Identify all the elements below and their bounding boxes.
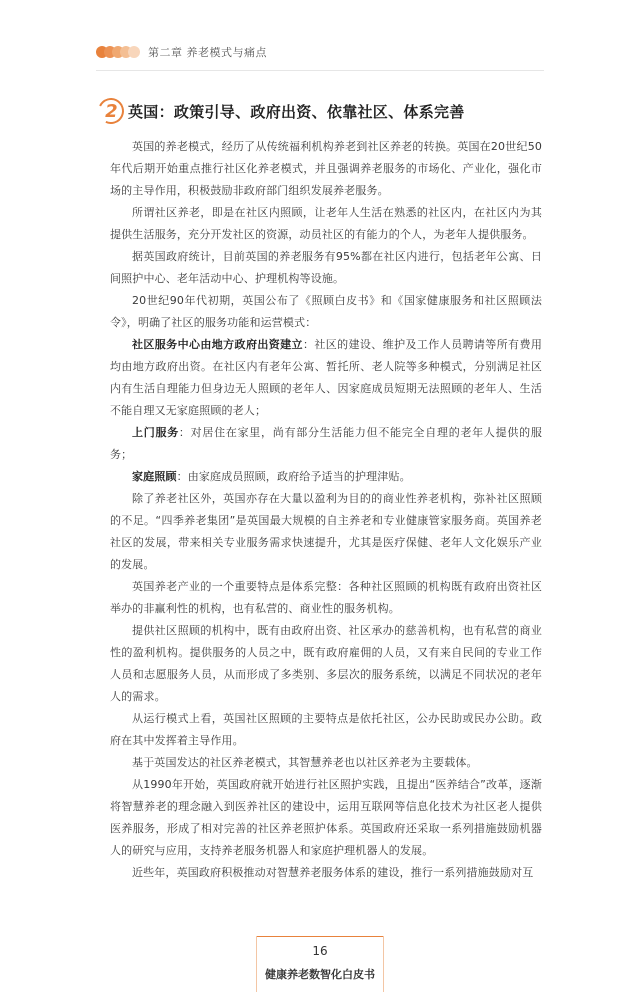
paragraph-lead: 社区服务中心由地方政府出资建立 — [132, 338, 303, 351]
section-heading — [98, 98, 465, 124]
paragraph — [110, 202, 542, 246]
paragraph-lead: 家庭照顾 — [132, 470, 177, 483]
dot-5 — [128, 46, 140, 58]
paragraph — [110, 488, 542, 576]
paragraph-text: 20世纪90年代初期，英国公布了《照顾白皮书》和《国家健康服务和社区照顾法令》，明确了社区的服务功能和运营模式： — [110, 294, 542, 329]
paragraph-text: 提供社区照顾的机构中，既有由政府出资、社区承办的慈善机构，也有私营的商业性的盈利机构。提供服务的人员之中，既有政府雇佣的人员，又有来自民间的专业工作人员和志愿服务人员，从而形成了多类别、多层次的服务系统，以满足不同状况的老年人的需求。 — [110, 624, 542, 703]
section-number: 2 — [104, 100, 118, 122]
paragraph-text: ：社区的建设、维护及工作人员聘请等所有费用均由地方政府出资。在社区内有老年公寓、暂托所、老人院等多种模式，分别满足社区内有生活自理能力但身边无人照顾的老年人、因家庭成员短期无法照顾的老年人、生活不能自理又无家庭照顾的老人； — [110, 338, 542, 417]
paragraph-text: 从1990年开始，英国政府就开始进行社区照护实践，且提出“医养结合”改革，逐渐将智慧养老的理念融入到医养社区的建设中，运用互联网等信息化技术为社区老人提供医养服务，形成了相对完善的社区养老照护体系。英国政府还采取一系列措施鼓励机器人的研究与应用，支持养老服务机器人和家庭护理机器人的发展。 — [110, 778, 542, 857]
body-text — [110, 136, 542, 884]
page-number: 16 — [312, 944, 328, 958]
paragraph-text: 据英国政府统计，目前英国的养老服务有95%都在社区内进行，包括老年公寓、日间照护中心、老年活动中心、护理机构等设施。 — [110, 250, 542, 285]
paragraph-text: 英国养老产业的一个重要特点是体系完整：各种社区照顾的机构既有政府出资社区举办的非赢利性的机构，也有私营的、商业性的服务机构。 — [110, 580, 542, 615]
paragraph — [110, 246, 542, 290]
paragraph-text: 除了养老社区外，英国亦存在大量以盈利为目的的商业性养老机构，弥补社区照顾的不足。“四季养老集团”是英国最大规模的自主养老和专业健康管家服务商。英国养老社区的发展，带来相关专业服务需求快速提升，尤其是医疗保健、老年人文化娱乐产业的发展。 — [110, 492, 542, 571]
paragraph — [110, 422, 542, 466]
header-divider — [96, 70, 544, 71]
chapter-title: 第二章 养老模式与痛点 — [148, 46, 267, 59]
paragraph-text: ：由家庭成员照顾，政府给予适当的护理津贴。 — [176, 470, 411, 483]
paragraph — [110, 466, 542, 488]
paragraph-text: 英国的养老模式，经历了从传统福利机构养老到社区养老的转换。英国在20世纪50年代后期开始重点推行社区化养老模式，并且强调养老服务的市场化、产业化，强化市场的主导作用，积极鼓励非政府部门组织发展养老服务。 — [110, 140, 542, 197]
paragraph — [110, 576, 542, 620]
paragraph — [110, 862, 542, 884]
paragraph — [110, 290, 542, 334]
paragraph-text: 所谓社区养老，即是在社区内照顾，让老年人生活在熟悉的社区内，在社区内为其提供生活服务，充分开发社区的资源，动员社区的有能力的个人，为老年人提供服务。 — [110, 206, 542, 241]
paragraph — [110, 136, 542, 202]
paragraph-lead: 上门服务 — [132, 426, 179, 439]
paragraph — [110, 752, 542, 774]
section-title: 英国：政策引导、政府出资、依靠社区、体系完善 — [128, 102, 465, 121]
header-dots-decoration — [96, 46, 136, 58]
paragraph — [110, 620, 542, 708]
paragraph — [110, 708, 542, 752]
section-number-ring — [94, 94, 127, 127]
paragraph-text: 从运行模式上看，英国社区照顾的主要特点是依托社区，公办民助或民办公助。政府在其中发挥着主导作用。 — [110, 712, 542, 747]
paragraph-text: 近些年，英国政府积极推动对智慧养老服务体系的建设，推行一系列措施鼓励对互 — [132, 866, 534, 879]
paragraph — [110, 774, 542, 862]
paragraph-text: 基于英国发达的社区养老模式，其智慧养老也以社区养老为主要载体。 — [132, 756, 478, 769]
book-title: 健康养老数智化白皮书 — [265, 968, 375, 981]
footer-divider — [256, 936, 384, 937]
page-header — [96, 42, 267, 62]
paragraph-text: ：对居住在家里，尚有部分生活能力但不能完全自理的老年人提供的服务； — [110, 426, 542, 461]
paragraph — [110, 334, 542, 422]
